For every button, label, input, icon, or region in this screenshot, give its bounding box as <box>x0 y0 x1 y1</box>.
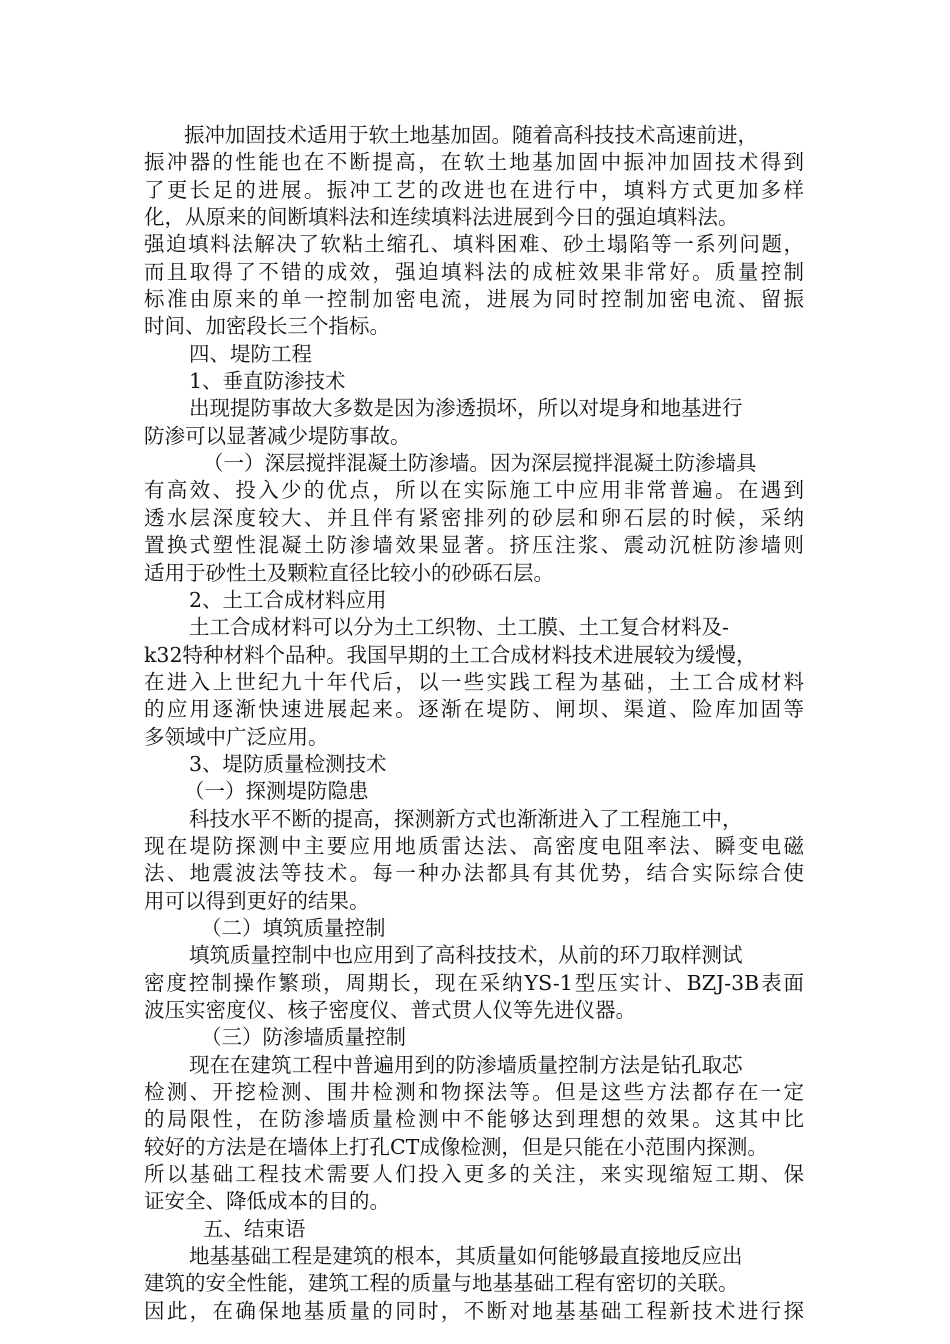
paragraph-line: 填筑质量控制中也应用到了高科技技术，从前的环刀取样测试 <box>189 943 743 968</box>
paragraph-line: 振冲器的性能也在不断提高，在软土地基加固中振冲加固技术得到 <box>144 150 804 175</box>
paragraph-line: 地基基础工程是建筑的根本，其质量如何能够最直接地反应出 <box>189 1244 743 1269</box>
subsection-heading: （三）防渗墙质量控制 <box>201 1025 406 1050</box>
paragraph-line: 在进入上世纪九十年代后，以一些实践工程为基础，土工合成材料 <box>144 669 804 694</box>
paragraph-line: 的局限性，在防渗墙质量检测中不能够达到理想的效果。这其中比 <box>144 1107 804 1132</box>
paragraph-line: 时间、加密段长三个指标。 <box>144 314 390 339</box>
subsection-heading: 1、垂直防渗技术 <box>189 369 346 394</box>
paragraph-line: 强迫填料法解决了软粘土缩孔、填料困难、砂土塌陷等一系列问题， <box>144 232 804 257</box>
paragraph-line: 现在堤防探测中主要应用地质雷达法、高密度电阻率法、瞬变电磁 <box>144 833 804 858</box>
paragraph-line: 适用于砂性土及颗粒直径比较小的砂砾石层。 <box>144 560 554 585</box>
subsection-heading: 2、土工合成材料应用 <box>189 587 387 612</box>
paragraph-line: 建筑的安全性能，建筑工程的质量与地基基础工程有密切的关联。 <box>144 1271 739 1296</box>
paragraph-line: 证安全、降低成本的目的。 <box>144 1189 390 1214</box>
subsection-heading: 3、堤防质量检测技术 <box>189 751 387 776</box>
paragraph-line: 科技水平不断的提高，探测新方式也渐渐进入了工程施工中， <box>189 806 743 831</box>
subsection-heading: （二）填筑质量控制 <box>201 915 386 940</box>
paragraph-line: 波压实密度仪、核子密度仪、普式贯人仪等先进仪器。 <box>144 998 636 1022</box>
paragraph-line: 土工合成材料可以分为土工织物、土工膜、土工复合材料及- <box>189 615 729 640</box>
paragraph-line: 有高效、投入少的优点，所以在实际施工中应用非常普遍。在遇到 <box>144 478 804 503</box>
paragraph-line: 标准由原来的单一控制加密电流，进展为同时控制加密电流、留振 <box>144 287 804 312</box>
paragraph-line: 因此，在确保地基质量的同时，不断对地基基础工程新技术进行探 <box>144 1298 804 1323</box>
paragraph-line: 防渗可以显著减少堤防事故。 <box>144 423 411 448</box>
document-body <box>144 122 804 1325</box>
paragraph-line: 密度控制操作繁琐，周期长，现在采纳YS-1型压实计、BZJ-3B表面 <box>144 970 804 995</box>
paragraph-line: 用可以得到更好的结果。 <box>144 888 370 913</box>
paragraph-line: 法、地震波法等技术。每一种办法都具有其优势，结合实际综合使 <box>144 861 804 886</box>
paragraph-line: （一）深层搅拌混凝土防渗墙。因为深层搅拌混凝土防渗墙具 <box>203 451 757 476</box>
paragraph-line: 检测、开挖检测、围井检测和物探法等。但是这些方法都存在一定 <box>144 1080 804 1105</box>
subsection-heading: （一）探测堤防隐患 <box>184 779 369 804</box>
paragraph-line: 透水层深度较大、并且伴有紧密排列的砂层和卵石层的时候，采纳 <box>144 505 804 530</box>
paragraph-line: 所以基础工程技术需要人们投入更多的关注，来实现缩短工期、保 <box>144 1162 804 1187</box>
paragraph-line: 的应用逐渐快速进展起来。逐渐在堤防、闸坝、渠道、险库加固等 <box>144 697 804 722</box>
paragraph-line: 化，从原来的间断填料法和连续填料法进展到今日的强迫填料法。 <box>144 205 739 230</box>
paragraph-line: k32特种材料个品种。我国早期的土工合成材料技术进展较为缓慢， <box>144 642 757 667</box>
paragraph-line: 了更长足的进展。振冲工艺的改进也在进行中，填料方式更加多样 <box>144 177 804 202</box>
paragraph-line: 出现提防事故大多数是因为渗透损坏，所以对堤身和地基进行 <box>189 396 743 421</box>
section-heading: 四、堤防工程 <box>189 341 312 366</box>
paragraph-line: 多领域中广泛应用。 <box>144 724 329 749</box>
paragraph-line: 现在在建筑工程中普遍用到的防渗墙质量控制方法是钻孔取芯 <box>189 1052 743 1077</box>
paragraph-line: 而且取得了不错的成效，强迫填料法的成桩效果非常好。质量控制 <box>144 259 804 284</box>
paragraph-line: 置换式塑性混凝土防渗墙效果显著。挤压注浆、震动沉桩防渗墙则 <box>144 533 804 558</box>
section-heading: 五、结束语 <box>203 1216 306 1241</box>
paragraph-line: 振冲加固技术适用于软土地基加固。随着高科技技术高速前进， <box>184 123 758 147</box>
paragraph-line: 较好的方法是在墙体上打孔CT成像检测，但是只能在小范围内探测。 <box>144 1134 768 1159</box>
